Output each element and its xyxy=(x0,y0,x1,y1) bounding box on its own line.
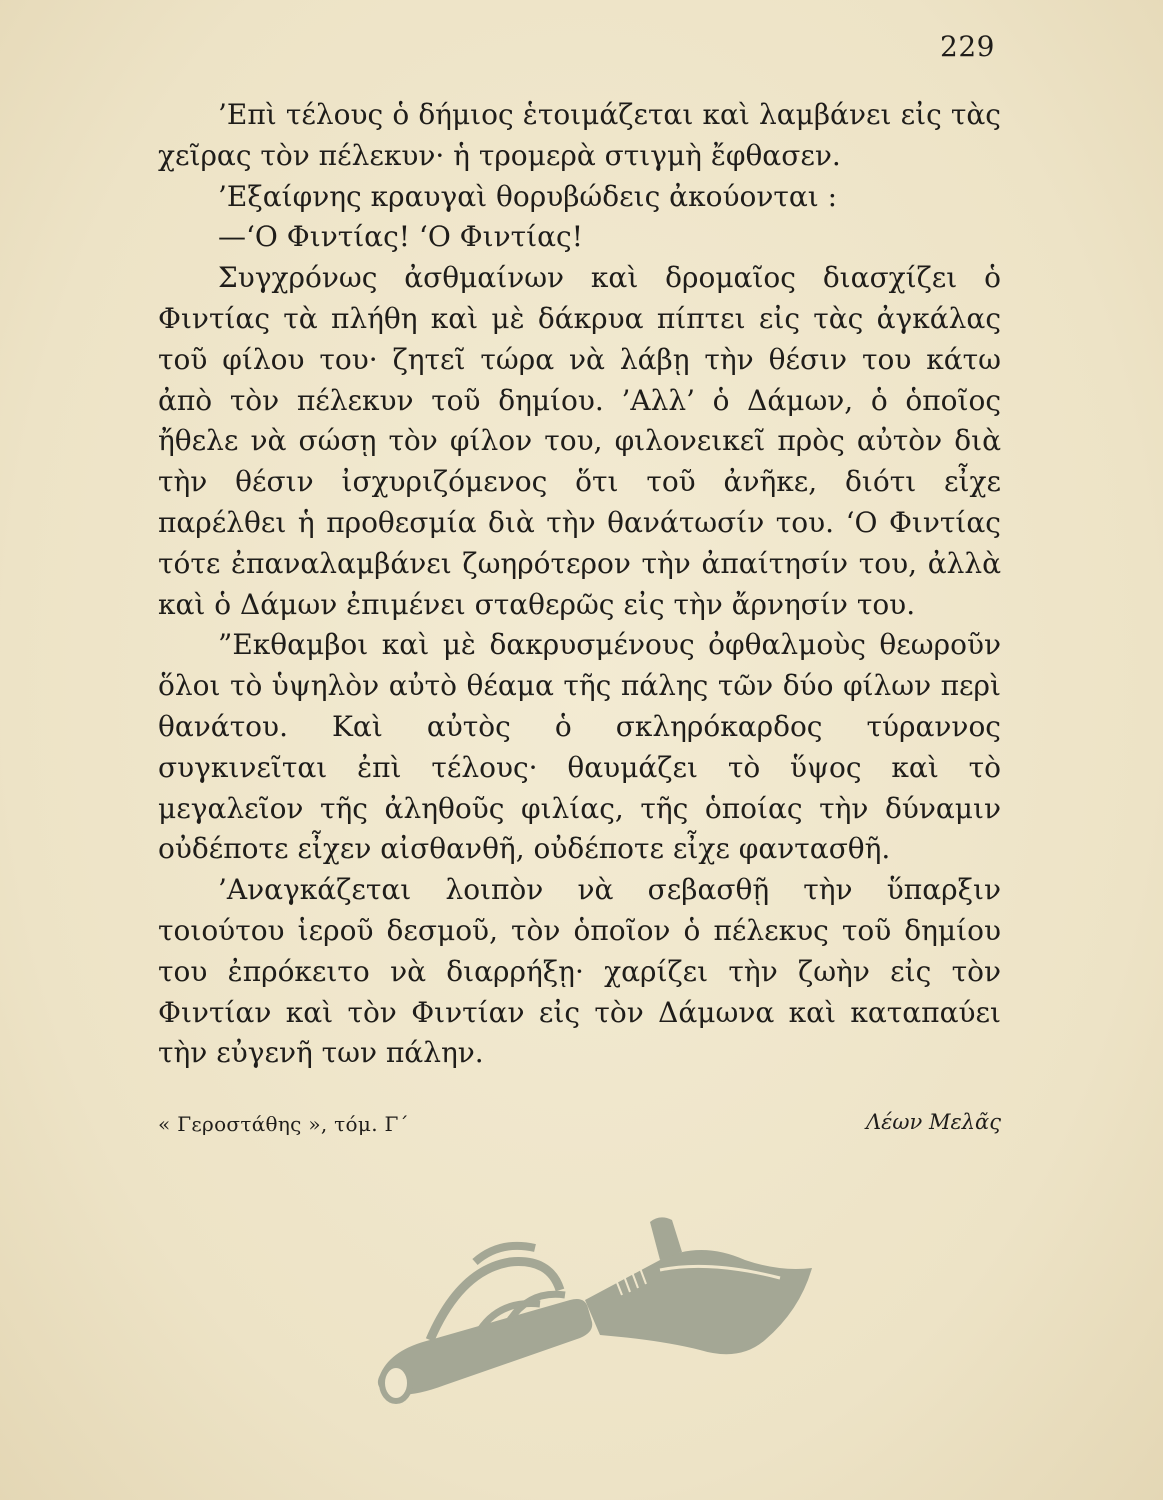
paragraph-4: Συγχρόνως ἀσθμαίνων καὶ δρομαῖος διασχίζει ὁ Φιντίας τὰ πλήθη καὶ μὲ δάκρυα πίπτει εἰς τὰς ἀγκάλας τοῦ φίλου του· ζητεῖ τώρα νὰ λάβῃ τὴν θέσιν του κάτω ἀπὸ τὸν πέλεκυν τοῦ δημίου. ’Αλλ’ ὁ Δάμων, ὁ ὁποῖος ἤθελε νὰ σώσῃ τὸν φίλον του, φιλονεικεῖ πρὸς αὐτὸν διὰ τὴν θέσιν ἰσχυριζόμενος ὅτι τοῦ ἀνῆκε, διότι εἶχε παρέλθει ἡ προθεσμία διὰ τὴν θανάτωσίν του. ‘Ο Φιντίας τότε ἐπαναλαμβάνει ζωηρότερον τὴν ἀπαίτησίν του, ἀλλὰ καὶ ὁ Δάμων ἐπιμένει σταθερῶς εἰς τὴν ἄρνησίν του. xyxy=(158,261,1001,621)
paragraph-5: ”Εκθαμβοι καὶ μὲ δακρυσμένους ὀφθαλμοὺς θεωροῦν ὅλοι τὸ ὑψηλὸν αὐτὸ θέαμα τῆς πάλης τῶν δύο φίλων περὶ θανάτου. Καὶ αὐτὸς ὁ σκληρόκαρδος τύραννος συγκινεῖται ἐπὶ τέλους· θαυμάζει τὸ ὕψος καὶ τὸ μεγαλεῖον τῆς ἀληθοῦς φιλίας, τῆς ὁποίας τὴν δύναμιν οὐδέποτε εἶχεν αἰσθανθῆ, οὐδέποτε εἶχε φαντασθῆ. xyxy=(158,628,1001,866)
axe-with-rope-icon xyxy=(360,1200,830,1430)
paragraph-2: ’Εξαίφνης κραυγαὶ θορυβώδεις ἀκούονται : xyxy=(218,179,838,213)
body-text xyxy=(158,95,1001,1074)
paragraph-1: ’Επὶ τέλους ὁ δήμιος ἑτοιμάζεται καὶ λαμβάνει εἰς τὰς χεῖρας τὸν πέλεκυν· ἡ τρομερὰ στιγμὴ ἔφθασεν. xyxy=(158,98,1001,172)
author-name: Λέων Μελᾶς xyxy=(865,1110,1001,1134)
source-citation: « Γεροστάθης », τόμ. Γ΄ xyxy=(158,1112,409,1136)
page-number: 229 xyxy=(940,30,995,63)
paragraph-6: ’Αναγκάζεται λοιπὸν νὰ σεβασθῇ τὴν ὕπαρξιν τοιούτου ἱεροῦ δεσμοῦ, τὸν ὁποῖον ὁ πέλεκυς τοῦ δημίου του ἐπρόκειτο νὰ διαρρήξῃ· χαρίζει τὴν ζωὴν εἰς τὸν Φιντίαν καὶ τὸν Φιντίαν εἰς τὸν Δάμωνα καὶ καταπαύει τὴν εὐγενῆ των πάλην. xyxy=(158,873,1001,1070)
paragraph-3: —‘Ο Φιντίας! ‘Ο Φιντίας! xyxy=(218,220,583,254)
